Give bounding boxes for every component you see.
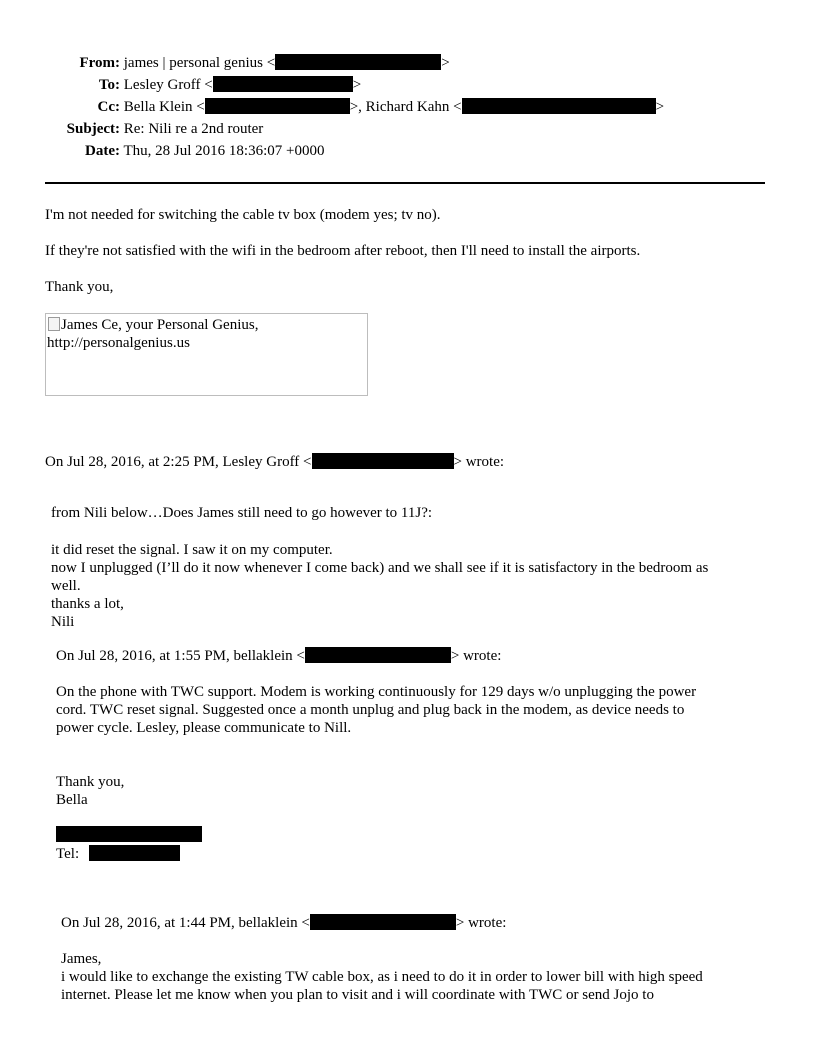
to-row — [40, 76, 361, 94]
date-value: Thu, 28 Jul 2016 18:36:07 +0000 — [123, 143, 325, 159]
quote2-signoff: Thank you, — [56, 774, 125, 790]
quote2-attribution-end: > wrote: — [450, 648, 502, 664]
quote3-line-3: internet. Please let me know when you plan to visit and i will coordinate with TWC or send Jojo to — [61, 987, 654, 1003]
broken-image-icon — [47, 316, 61, 332]
quote1-attribution-start: On Jul 28, 2016, at 2:25 PM, Lesley Groff < — [45, 454, 312, 470]
quote2-attribution-start: On Jul 28, 2016, at 1:55 PM, bellaklein < — [56, 648, 305, 664]
redaction-box — [275, 54, 441, 70]
quote1-line-2: it did reset the signal. I saw it on my computer. — [51, 542, 333, 558]
quote2-name: Bella — [56, 792, 88, 808]
cc-value-end: > — [655, 99, 665, 115]
subject-row — [40, 120, 263, 138]
signature-alt-line-2: http://personalgenius.us — [47, 335, 190, 351]
redaction-box — [312, 453, 454, 469]
body-signoff: Thank you, — [45, 279, 114, 295]
quote1-attribution — [45, 453, 504, 471]
quote2-line-1: On the phone with TWC support. Modem is working continuously for 129 days w/o unplugging the power — [56, 684, 697, 700]
quote3-line-2: i would like to exchange the existing TW cable box, as i need to do it in order to lower bill with high speed — [61, 969, 703, 985]
date-label: Date: — [85, 143, 120, 159]
subject-label: Subject: — [66, 121, 120, 137]
cc-separator: >, Richard Kahn < — [349, 99, 462, 115]
quote3-line-1: James, — [61, 951, 102, 967]
from-row — [40, 54, 450, 72]
quote1-line-1: from Nili below…Does James still need to go however to 11J?: — [51, 505, 433, 521]
signature-image — [45, 313, 368, 396]
from-value: james | personal genius < — [123, 55, 276, 71]
quote3-attribution-end: > wrote: — [455, 915, 507, 931]
quote2-attribution — [56, 647, 501, 665]
cc-row — [40, 98, 664, 116]
body-line-1: I'm not needed for switching the cable tv box (modem yes; tv no). — [45, 207, 441, 223]
quote2-line-3: power cycle. Lesley, please communicate to Nill. — [56, 720, 352, 736]
redaction-box — [462, 98, 656, 114]
quote1-line-5: thanks a lot, — [51, 596, 124, 612]
quote2-tel — [56, 845, 180, 863]
quote1-attribution-end: > wrote: — [453, 454, 505, 470]
subject-value: Re: Nili re a 2nd router — [123, 121, 264, 137]
redaction-box — [310, 914, 456, 930]
to-value-end: > — [352, 77, 362, 93]
header-divider — [45, 182, 765, 184]
from-value-end: > — [441, 55, 450, 71]
quote1-line-4: well. — [51, 578, 81, 594]
tel-label: Tel: — [56, 846, 80, 862]
date-row — [40, 142, 324, 160]
redaction-box — [89, 845, 180, 861]
signature-alt-line-1: James Ce, your Personal Genius, — [61, 317, 259, 333]
redaction-box — [305, 647, 451, 663]
cc-value: Bella Klein < — [123, 99, 205, 115]
redaction-box — [213, 76, 353, 92]
quote3-attribution-start: On Jul 28, 2016, at 1:44 PM, bellaklein < — [61, 915, 310, 931]
cc-label: Cc: — [97, 99, 120, 115]
quote1-line-3: now I unplugged (I’ll do it now whenever I come back) and we shall see if it is satisfactory in the bedroom as — [51, 560, 709, 576]
to-label: To: — [98, 77, 120, 93]
from-label: From: — [79, 55, 120, 71]
quote2-line-2: cord. TWC reset signal. Suggested once a month unplug and plug back in the modem, as device needs to — [56, 702, 685, 718]
body-line-2: If they're not satisfied with the wifi in the bedroom after reboot, then I'll need to install the airports. — [45, 243, 641, 259]
to-value: Lesley Groff < — [123, 77, 213, 93]
redaction-box — [205, 98, 350, 114]
quote3-attribution — [61, 914, 506, 932]
redaction-box — [56, 826, 202, 842]
quote1-line-6: Nili — [51, 614, 75, 630]
